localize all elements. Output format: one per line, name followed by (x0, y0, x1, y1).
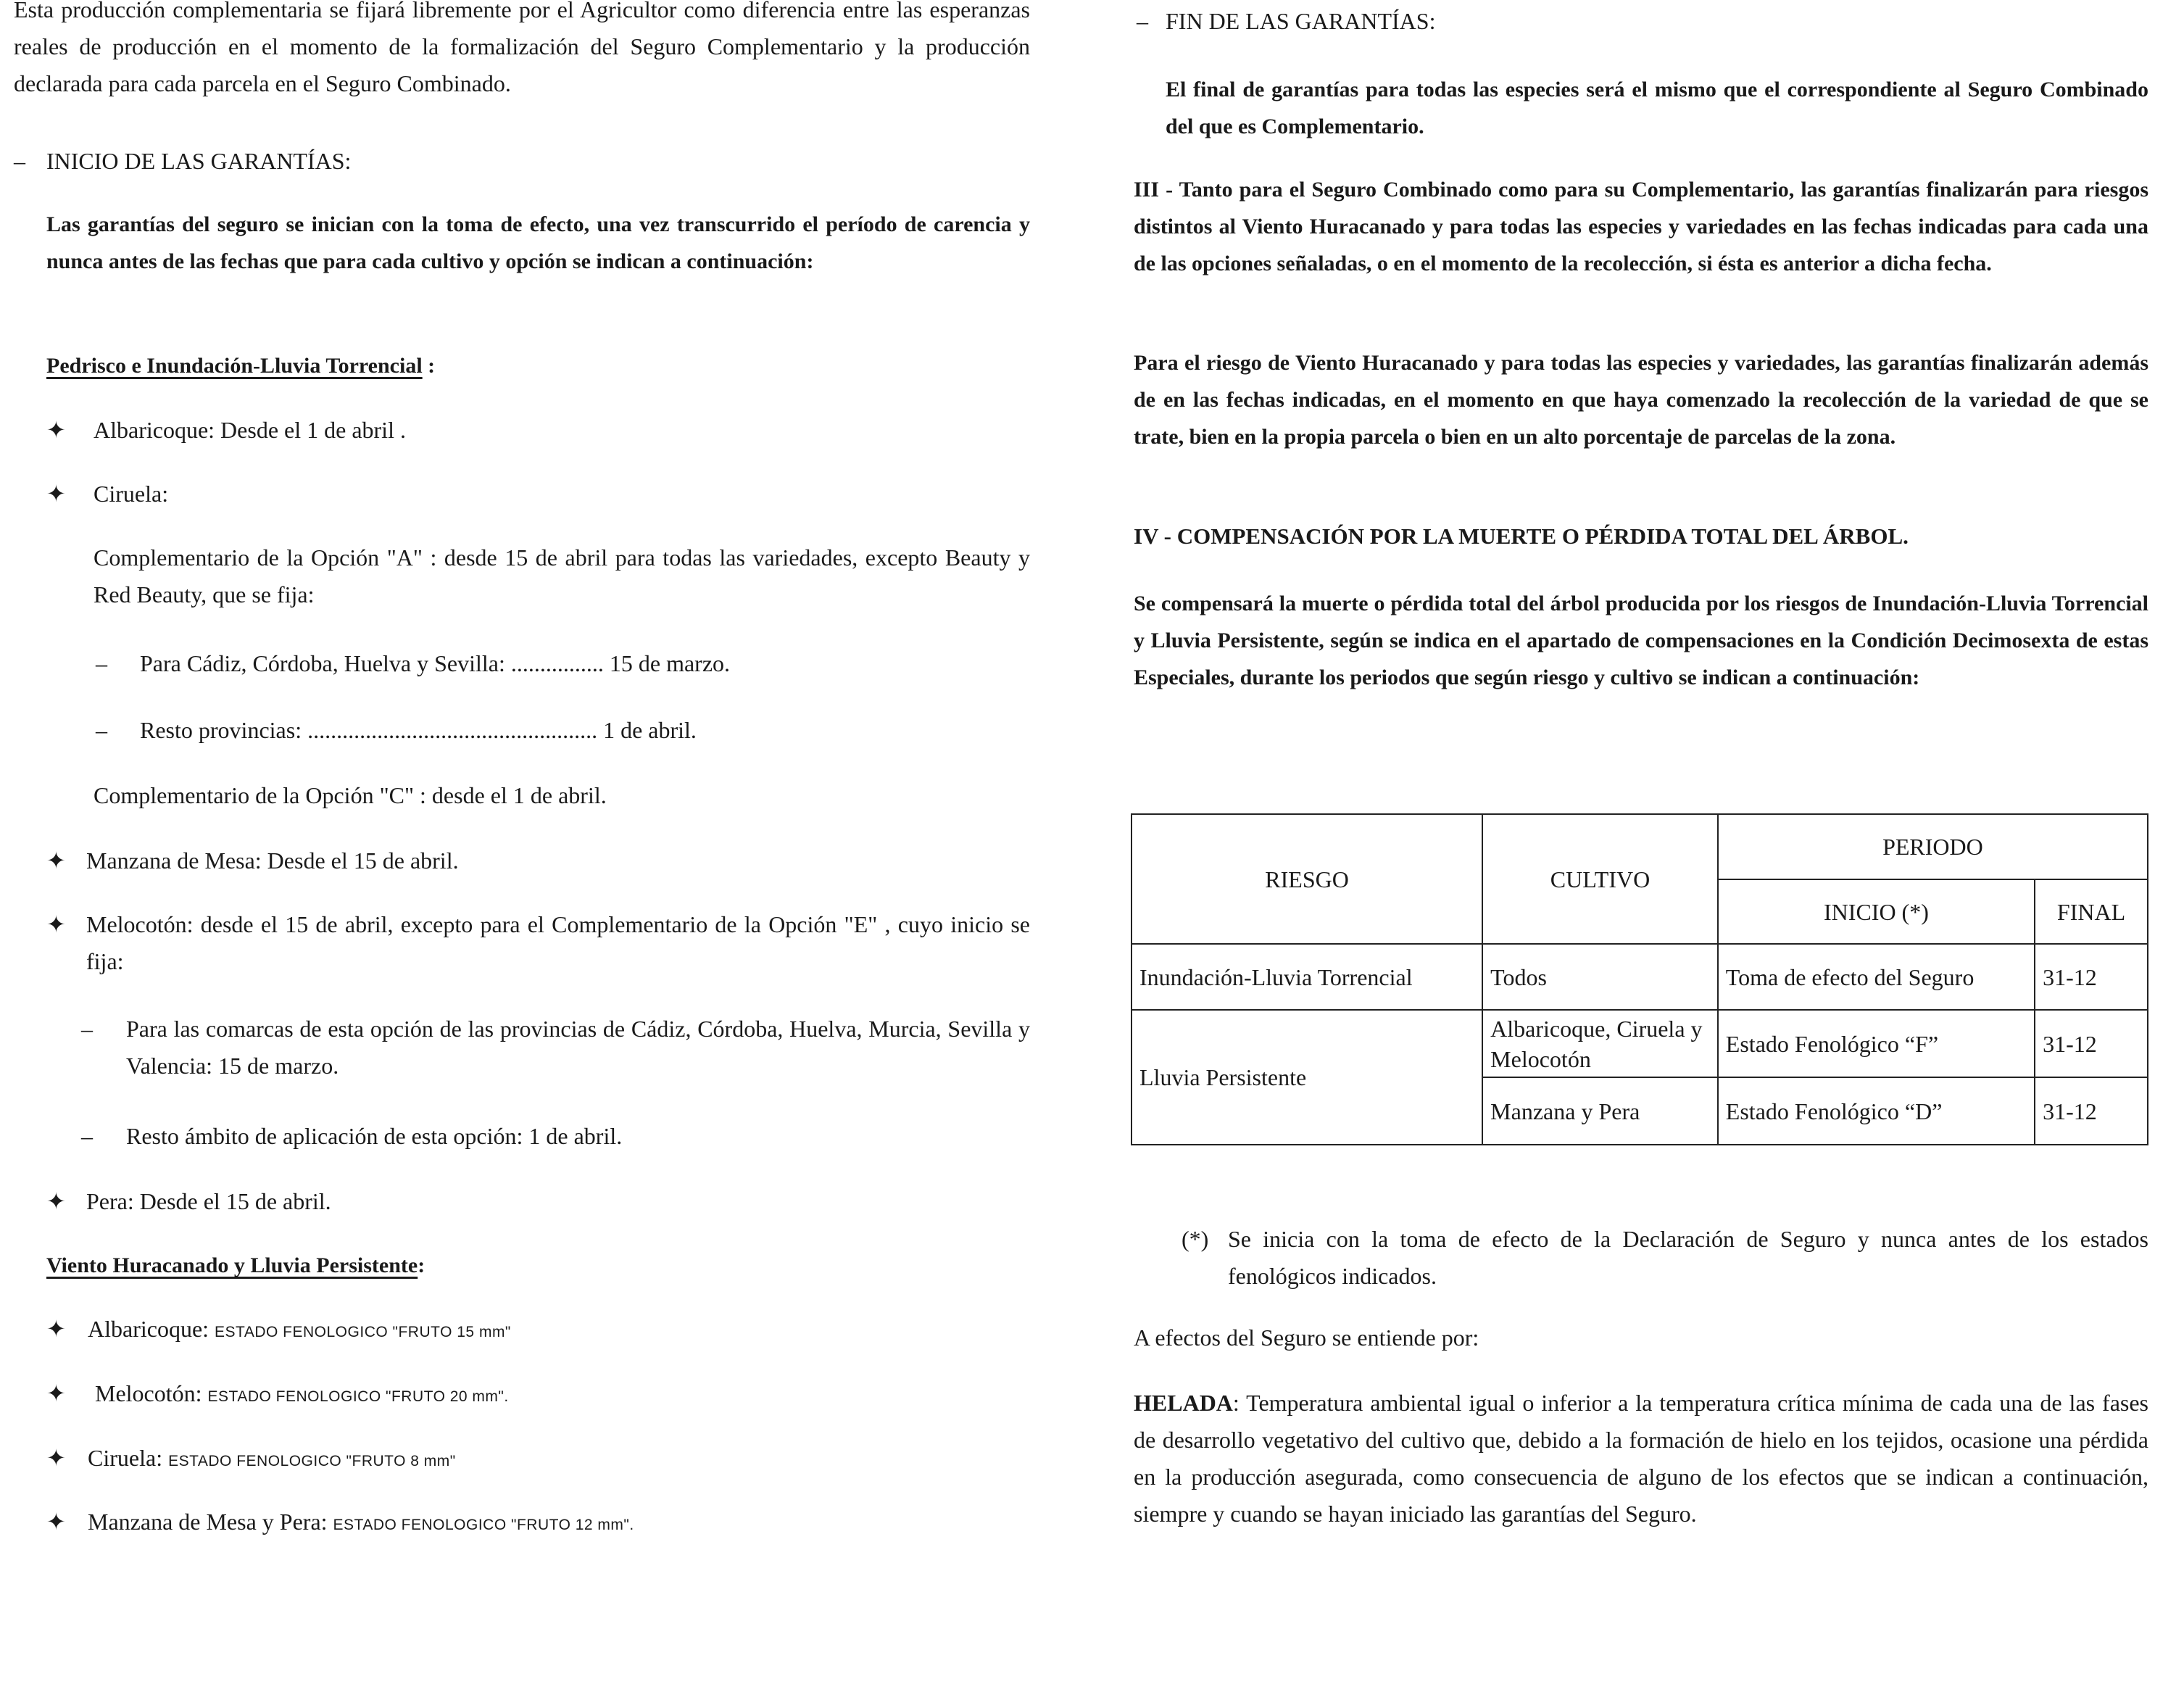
crop-name: Manzana de Mesa y Pera: (88, 1509, 333, 1535)
header-inicio: INICIO (*) (1718, 879, 2035, 944)
cell-inicio: Estado Fenológico “D” (1718, 1077, 2035, 1145)
cell-inicio: Estado Fenológico “F” (1718, 1010, 2035, 1077)
helada-definition (1134, 1385, 2148, 1533)
cell-final: 31-12 (2035, 1010, 2148, 1077)
list-item: Melocotón: desde el 15 de abril, excepto para el Complementario de la Opción "E" , cuyo inicio se fija: (86, 911, 1030, 974)
header-cultivo: CULTIVO (1482, 814, 1718, 944)
crop-name: Albaricoque: (88, 1316, 215, 1342)
crop-state: ESTADO FENOLOGICO "FRUTO 8 mm" (168, 1453, 456, 1469)
cell-final: 31-12 (2035, 1077, 2148, 1145)
cell-cultivo: Todos (1482, 944, 1718, 1010)
crop-state: ESTADO FENOLOGICO "FRUTO 15 mm" (215, 1324, 511, 1340)
compensation-periods-table (1131, 813, 2148, 1145)
list-item: Manzana de Mesa: Desde el 15 de abril. (86, 847, 459, 874)
compl-c-text: Complementario de la Opción "C" : desde el 1 de abril. (94, 782, 607, 808)
helada-term: HELADA (1134, 1390, 1233, 1416)
footnote: Se inicia con la toma de efecto de la Declaración de Seguro y nunca antes de los estados fenológicos indicados. (1228, 1226, 2148, 1289)
crop-name: Ciruela: (88, 1445, 169, 1471)
intro-paragraph: Esta producción complementaria se fijará libremente por el Agricultor como diferencia entre las esperanzas reales de producción en el momento de la formalización del Seguro Complementario y la producción declarada para cada parcela en el Seguro Combinado. (14, 0, 1030, 96)
footnote-mark: (*) (1182, 1226, 1209, 1252)
header-final: FINAL (2035, 879, 2148, 944)
list-item: Albaricoque: Desde el 1 de abril . (94, 417, 406, 443)
section-iv-heading: IV - COMPENSACIÓN POR LA MUERTE O PÉRDIDA TOTAL DEL ÁRBOL. (1134, 523, 1909, 549)
list-item (88, 1504, 634, 1543)
diamond-bullet-icon: ✦ (46, 1509, 66, 1535)
diamond-bullet-icon: ✦ (46, 417, 66, 443)
crop-state: ESTADO FENOLOGICO "FRUTO 20 mm". (207, 1388, 509, 1405)
dash-bullet: – (96, 650, 107, 676)
fin-paragraph: El final de garantías para todas las especies será el mismo que el correspondiente al Seguro Combinado del que es Complementario. (1166, 78, 2148, 138)
cell-riesgo: Inundación-Lluvia Torrencial (1132, 944, 1482, 1010)
diamond-bullet-icon: ✦ (46, 1380, 66, 1406)
list-item: Resto provincias: .................................................. 1 de abril. (140, 717, 697, 743)
cell-riesgo: Lluvia Persistente (1132, 1010, 1482, 1145)
list-item (95, 1375, 509, 1415)
list-item: Para las comarcas de esta opción de las provincias de Cádiz, Córdoba, Huelva, Murcia, Sevilla y Valencia: 15 de marzo. (126, 1016, 1030, 1079)
pedrisco-heading (46, 347, 1030, 384)
list-item: Resto ámbito de aplicación de esta opción: 1 de abril. (126, 1123, 623, 1149)
helada-text: : Temperatura ambiental igual o inferior a la temperatura crítica mínima de cada una de las fases de desarrollo vegetativo del cultivo que, debido a la formación de hielo en los tejidos, ocasione una pérdida en la producción asegurada, como consecuencia de alguno de los efectos que se indican a continuación, siempre y cuando se hayan iniciado las garantías del Seguro. (1134, 1390, 2148, 1527)
header-periodo: PERIODO (1718, 814, 2148, 879)
cell-cultivo: Manzana y Pera (1482, 1077, 1718, 1145)
section-iii-paragraph: III - Tanto para el Seguro Combinado como para su Complementario, las garantías finalizarán para riesgos distintos al Viento Huracanado y para todas las especies y variedades en las fechas indicadas para cada una de las opciones señaladas, o en el momento de la recolección, si ésta es anterior a dicha fecha. (1134, 178, 2148, 275)
pedrisco-heading-text: Pedrisco e Inundación-Lluvia Torrencial (46, 354, 423, 378)
dash-bullet: – (96, 717, 107, 743)
dash-bullet: – (81, 1016, 93, 1042)
list-item: Pera: Desde el 15 de abril. (86, 1188, 331, 1214)
fin-heading: FIN DE LAS GARANTÍAS: (1166, 8, 1436, 34)
diamond-bullet-icon: ✦ (46, 911, 66, 937)
header-riesgo: RIESGO (1132, 814, 1482, 944)
viento-heading (46, 1247, 425, 1284)
dash-bullet: – (81, 1123, 93, 1149)
dash-bullet: – (1137, 8, 1148, 34)
diamond-bullet-icon: ✦ (46, 481, 66, 507)
heading-colon: : (418, 1253, 425, 1277)
cell-inicio: Toma de efecto del Seguro (1718, 944, 2035, 1010)
inicio-paragraph: Las garantías del seguro se inician con la toma de efecto, una vez transcurrido el período de carencia y nunca antes de las fechas que para cada cultivo y opción se indican a continuación: (46, 212, 1030, 273)
compl-a-text: Complementario de la Opción "A" : desde 15 de abril para todas las variedades, excepto Beauty y Red Beauty, que se fija: (94, 544, 1030, 608)
table-row (1132, 1010, 2148, 1077)
efectos-text: A efectos del Seguro se entiende por: (1134, 1324, 1479, 1351)
viento-heading-text: Viento Huracanado y Lluvia Persistente (46, 1253, 418, 1277)
table-row (1132, 944, 2148, 1010)
diamond-bullet-icon: ✦ (46, 1316, 66, 1342)
diamond-bullet-icon: ✦ (46, 847, 66, 874)
list-item: Para Cádiz, Córdoba, Huelva y Sevilla: ................ 15 de marzo. (140, 650, 731, 676)
section-iv-paragraph: Se compensará la muerte o pérdida total del árbol producida por los riesgos de Inundación-Lluvia Torrencial y Lluvia Persistente, según se indica en el apartado de compensaciones en la Condición Decimosexta de estas Especiales, durante los periodos que según riesgo y cultivo se indican a continuación: (1134, 592, 2148, 689)
list-item (88, 1440, 456, 1480)
crop-name: Melocotón: (95, 1380, 208, 1406)
list-item (88, 1311, 511, 1351)
diamond-bullet-icon: ✦ (46, 1445, 66, 1471)
inicio-heading: INICIO DE LAS GARANTÍAS: (46, 148, 352, 174)
list-item: Ciruela: (94, 481, 169, 507)
diamond-bullet-icon: ✦ (46, 1188, 66, 1214)
heading-colon: : (422, 354, 436, 378)
cell-cultivo: Albaricoque, Ciruela y Melocotón (1482, 1010, 1718, 1077)
viento-paragraph: Para el riesgo de Viento Huracanado y para todas las especies y variedades, las garantías finalizarán además de en las fechas indicadas, en el momento en que haya comenzado la recolección de la variedad de que se trate, bien en la propia parcela o bien en un alto porcentaje de parcelas de la zona. (1134, 351, 2148, 449)
cell-final: 31-12 (2035, 944, 2148, 1010)
crop-state: ESTADO FENOLOGICO "FRUTO 12 mm". (333, 1517, 634, 1533)
dash-bullet: – (14, 148, 25, 174)
